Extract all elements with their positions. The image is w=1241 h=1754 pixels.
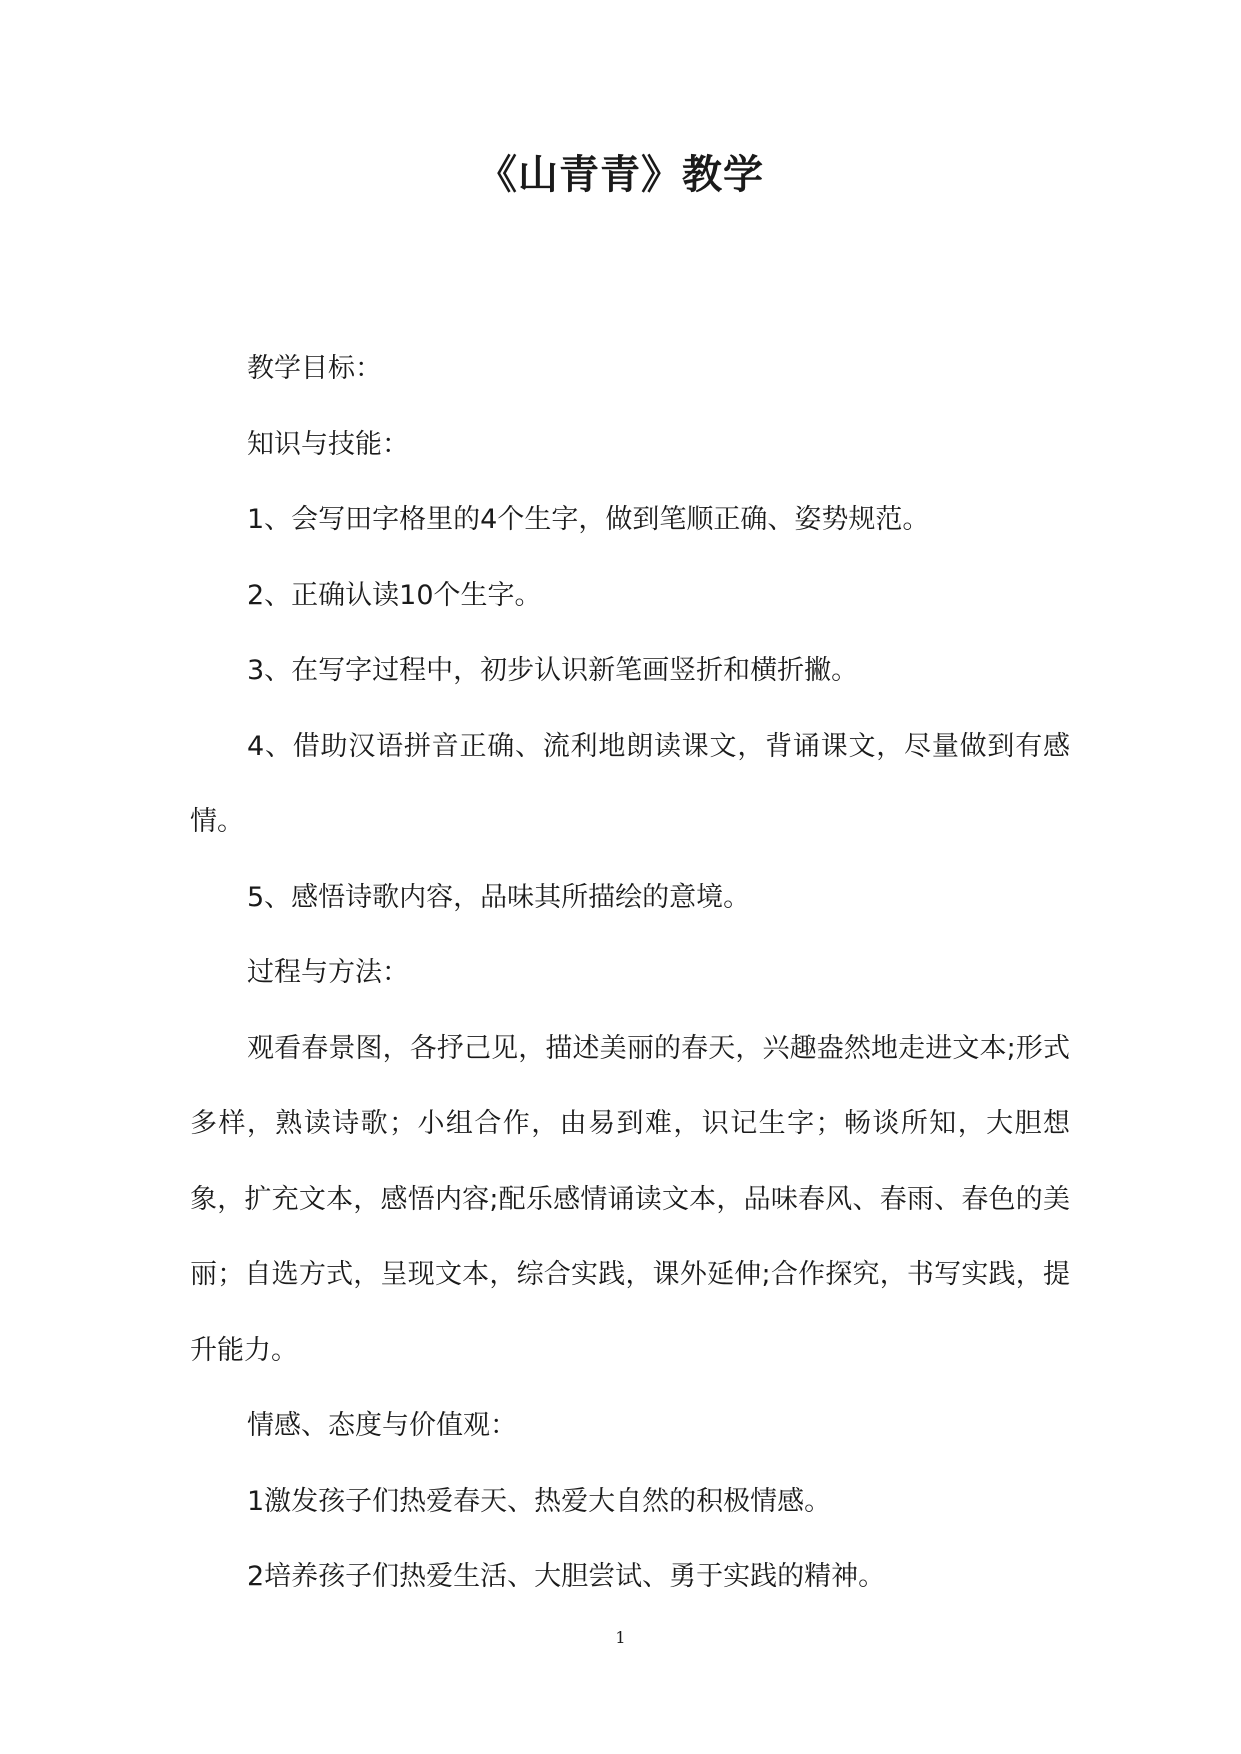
paragraph-emotion-goal-1: 1激发孩子们热爱春天、热爱大自然的积极情感。 [247, 1485, 832, 1517]
page-number: 1 [615, 1628, 626, 1647]
paragraph-teaching-goals-heading: 教学目标： [247, 353, 382, 384]
paragraph-goal-4: 4、借助汉语拼音正确、流利地朗读课文，背诵课文，尽量做到有感情。 [190, 730, 1070, 837]
paragraph-goal-3: 3、在写字过程中，初步认识新笔画竖折和横折撇。 [247, 655, 859, 686]
paragraph-knowledge-skills-heading: 知识与技能： [247, 428, 409, 460]
document-body [190, 331, 1070, 1615]
paragraph-goal-2: 2、正确认读10个生字。 [247, 579, 542, 611]
paragraph-process-methods-heading: 过程与方法： [247, 957, 409, 988]
paragraph-emotion-values-heading: 情感、态度与价值观： [247, 1410, 517, 1441]
document-title: 《山青青》教学 [477, 152, 764, 198]
paragraph-emotion-goal-2: 2培养孩子们热爱生活、大胆尝试、勇于实践的精神。 [247, 1561, 886, 1592]
paragraph-goal-5: 5、感悟诗歌内容，品味其所描绘的意境。 [247, 881, 751, 913]
paragraph-goal-1: 1、会写田字格里的4个生字，做到笔顺正确、姿势规范。 [247, 504, 930, 535]
paragraph-process-methods-body: 观看春景图，各抒己见，描述美丽的春天，兴趣盎然地走进文本;形式多样，熟读诗歌；小组合作，由易到难，识记生字；畅谈所知，大胆想象，扩充文本，感悟内容;配乐感情诵读文本，品味春风、春雨、春色的美丽；自选方式，呈现文本，综合实践，课外延伸;合作探究，书写实践，提升能力。 [190, 1032, 1070, 1366]
